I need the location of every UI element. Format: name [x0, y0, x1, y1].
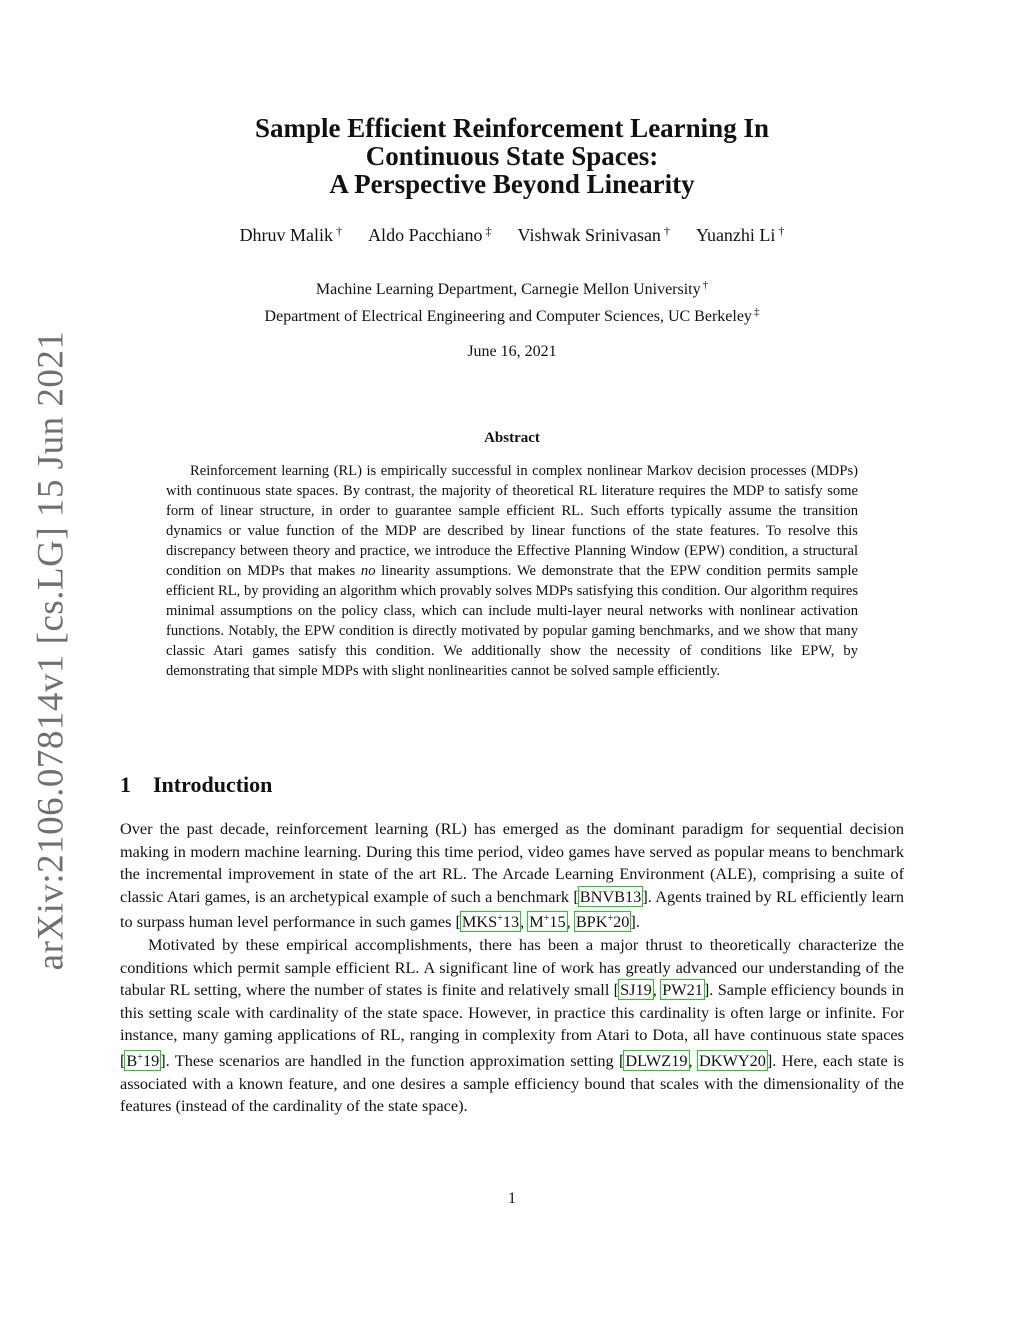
abstract-body [166, 461, 858, 681]
affiliation-mark: † [778, 224, 785, 238]
author-name: Vishwak Srinivasan [517, 225, 661, 245]
introduction-body [120, 818, 904, 1118]
affiliation-mark: † [336, 224, 343, 238]
citation-label: M [529, 912, 544, 932]
affiliation-text: Department of Electrical Engineering and Computer Sciences, UC Berkeley [264, 308, 752, 325]
affiliation [120, 274, 904, 301]
title-line: Sample Efficient Reinforcement Learning In [255, 113, 769, 143]
author [696, 224, 784, 246]
citation-link[interactable] [461, 912, 520, 931]
abstract-heading: Abstract [484, 430, 540, 446]
section-heading [120, 772, 272, 798]
paragraph-text: ]. Agents trained by RL efficiently learn to surpass human level performance in such games [ [120, 886, 904, 932]
citation-label: PW21 [662, 980, 703, 1000]
title-line: A Perspective Beyond Linearity [329, 169, 695, 199]
citation-link[interactable] [575, 912, 631, 931]
author-name: Aldo Pacchiano [368, 225, 483, 245]
paragraph [120, 934, 904, 1118]
citation-label: DKWY20 [698, 1050, 766, 1070]
citation-label: DLWZ19 [625, 1050, 688, 1070]
author [240, 224, 343, 246]
author-name: Dhruv Malik [239, 225, 334, 245]
page-number: 1 [508, 1190, 516, 1207]
paragraph-text: ]. Sample efficiency bounds in this setting scale with cardinality of the state space. However, in practice this cardinality is often large or infinite. For instance, many gaming applications of RL, ranging in complexity from Atari to Dota, all have continuous state spaces [ [120, 980, 904, 1070]
section-title: Introduction [153, 772, 273, 797]
citation-link[interactable] [661, 980, 704, 999]
citation-superscript: + [607, 913, 614, 925]
citation-label: BNVB13 [579, 886, 642, 906]
affiliation-mark: † [702, 279, 709, 291]
citation-link[interactable] [619, 980, 653, 999]
section-number: 1 [120, 772, 131, 797]
citation-label: 15 [549, 912, 566, 932]
citation-link[interactable] [579, 887, 643, 906]
citation-superscript: + [137, 1051, 143, 1063]
citation-label: MKS [461, 912, 498, 932]
citation-link[interactable] [624, 1051, 688, 1070]
paragraph [120, 818, 904, 934]
abstract-text: Reinforcement learning (RL) is empirically successful in complex nonlinear Markov decision processes (MDPs) with continuous state spaces. By contrast, the majority of theoretical RL literature requires the MDP to satisfy some form of linear structure, in order to guarantee sample efficient RL. Such efforts typically assume the transition dynamics or value function of the MDP are described by linear functions of the state features. To resolve this discrepancy between theory and practice, we introduce the Effective Planning Window (EPW) condition, a structural condition on MDPs that makes [166, 463, 858, 579]
citation-label: B [126, 1050, 138, 1070]
author-list [120, 224, 904, 246]
arxiv-identifier-text: arXiv:2106.07814v1 [cs.LG] 15 Jun 2021 [30, 330, 72, 970]
arxiv-identifier-stamp [28, 330, 74, 970]
citation-link[interactable] [528, 912, 566, 931]
citation-label: SJ19 [620, 980, 652, 1000]
paragraph-text: ]. [630, 912, 640, 932]
author [368, 224, 491, 246]
paragraph-text: ]. Here, each state is associated with a known feature, and one desires a sample efficiency bound that scales with the dimensionality of the features (instead of the cardinality of the state space). [120, 1050, 904, 1116]
paragraph-text: ]. These scenarios are handled in the function approximation setting [ [160, 1050, 625, 1070]
citation-separator: , [688, 1050, 698, 1070]
title-line: Continuous State Spaces: [365, 141, 659, 171]
citation-label: 13 [502, 912, 520, 932]
citation-superscript: + [543, 913, 550, 925]
citation-separator: , [520, 912, 529, 932]
affiliation [120, 301, 904, 328]
citation-superscript: + [497, 913, 503, 925]
citation-link[interactable] [698, 1051, 767, 1070]
abstract-emphasis: no [360, 563, 376, 579]
citation-label: BPK [575, 912, 608, 932]
affiliation-mark: † [663, 224, 670, 238]
citation-separator: , [566, 912, 575, 932]
affiliation-list [120, 274, 904, 328]
publication-date: June 16, 2021 [467, 343, 557, 360]
paragraph-text: Over the past decade, reinforcement learning (RL) has emerged as the dominant paradigm for sequential decision making in modern machine learning. During this time period, video games have served as popular means to benchmark the incremental improvement in state of the art RL. The Arcade Learning Environment (ALE), comprising a suite of classic Atari games, is an archetypical example of such a benchmark [ [120, 819, 904, 906]
author [518, 224, 670, 246]
paper-title [120, 114, 904, 198]
author-name: Yuanzhi Li [695, 225, 776, 245]
affiliation-mark: ‡ [753, 306, 760, 318]
paragraph-text: Motivated by these empirical accomplishments, there has been a major thrust to theoretically characterize the conditions which permit sample efficient RL. A significant line of work has greatly advanced our understanding of the tabular RL setting, where the number of states is finite and relatively small [ [120, 934, 904, 1000]
citation-link[interactable] [125, 1051, 160, 1070]
citation-label: 20 [613, 912, 630, 932]
citation-separator: , [652, 980, 662, 1000]
affiliation-text: Machine Learning Department, Carnegie Mellon University [315, 281, 701, 298]
affiliation-mark: ‡ [485, 224, 492, 238]
citation-label: 19 [142, 1050, 160, 1070]
abstract-text: linearity assumptions. We demonstrate that the EPW condition permits sample efficient RL, by providing an algorithm which provably solves MDPs satisfying this condition. Our algorithm requires minimal assumptions on the policy class, which can include multi-layer neural networks with nonlinear activation functions. Notably, the EPW condition is directly motivated by popular gaming benchmarks, and we show that many classic Atari games satisfy this condition. We additionally show the necessity of conditions like EPW, by demonstrating that simple MDPs with slight nonlinearities cannot be solved sample efficiently. [166, 563, 858, 679]
